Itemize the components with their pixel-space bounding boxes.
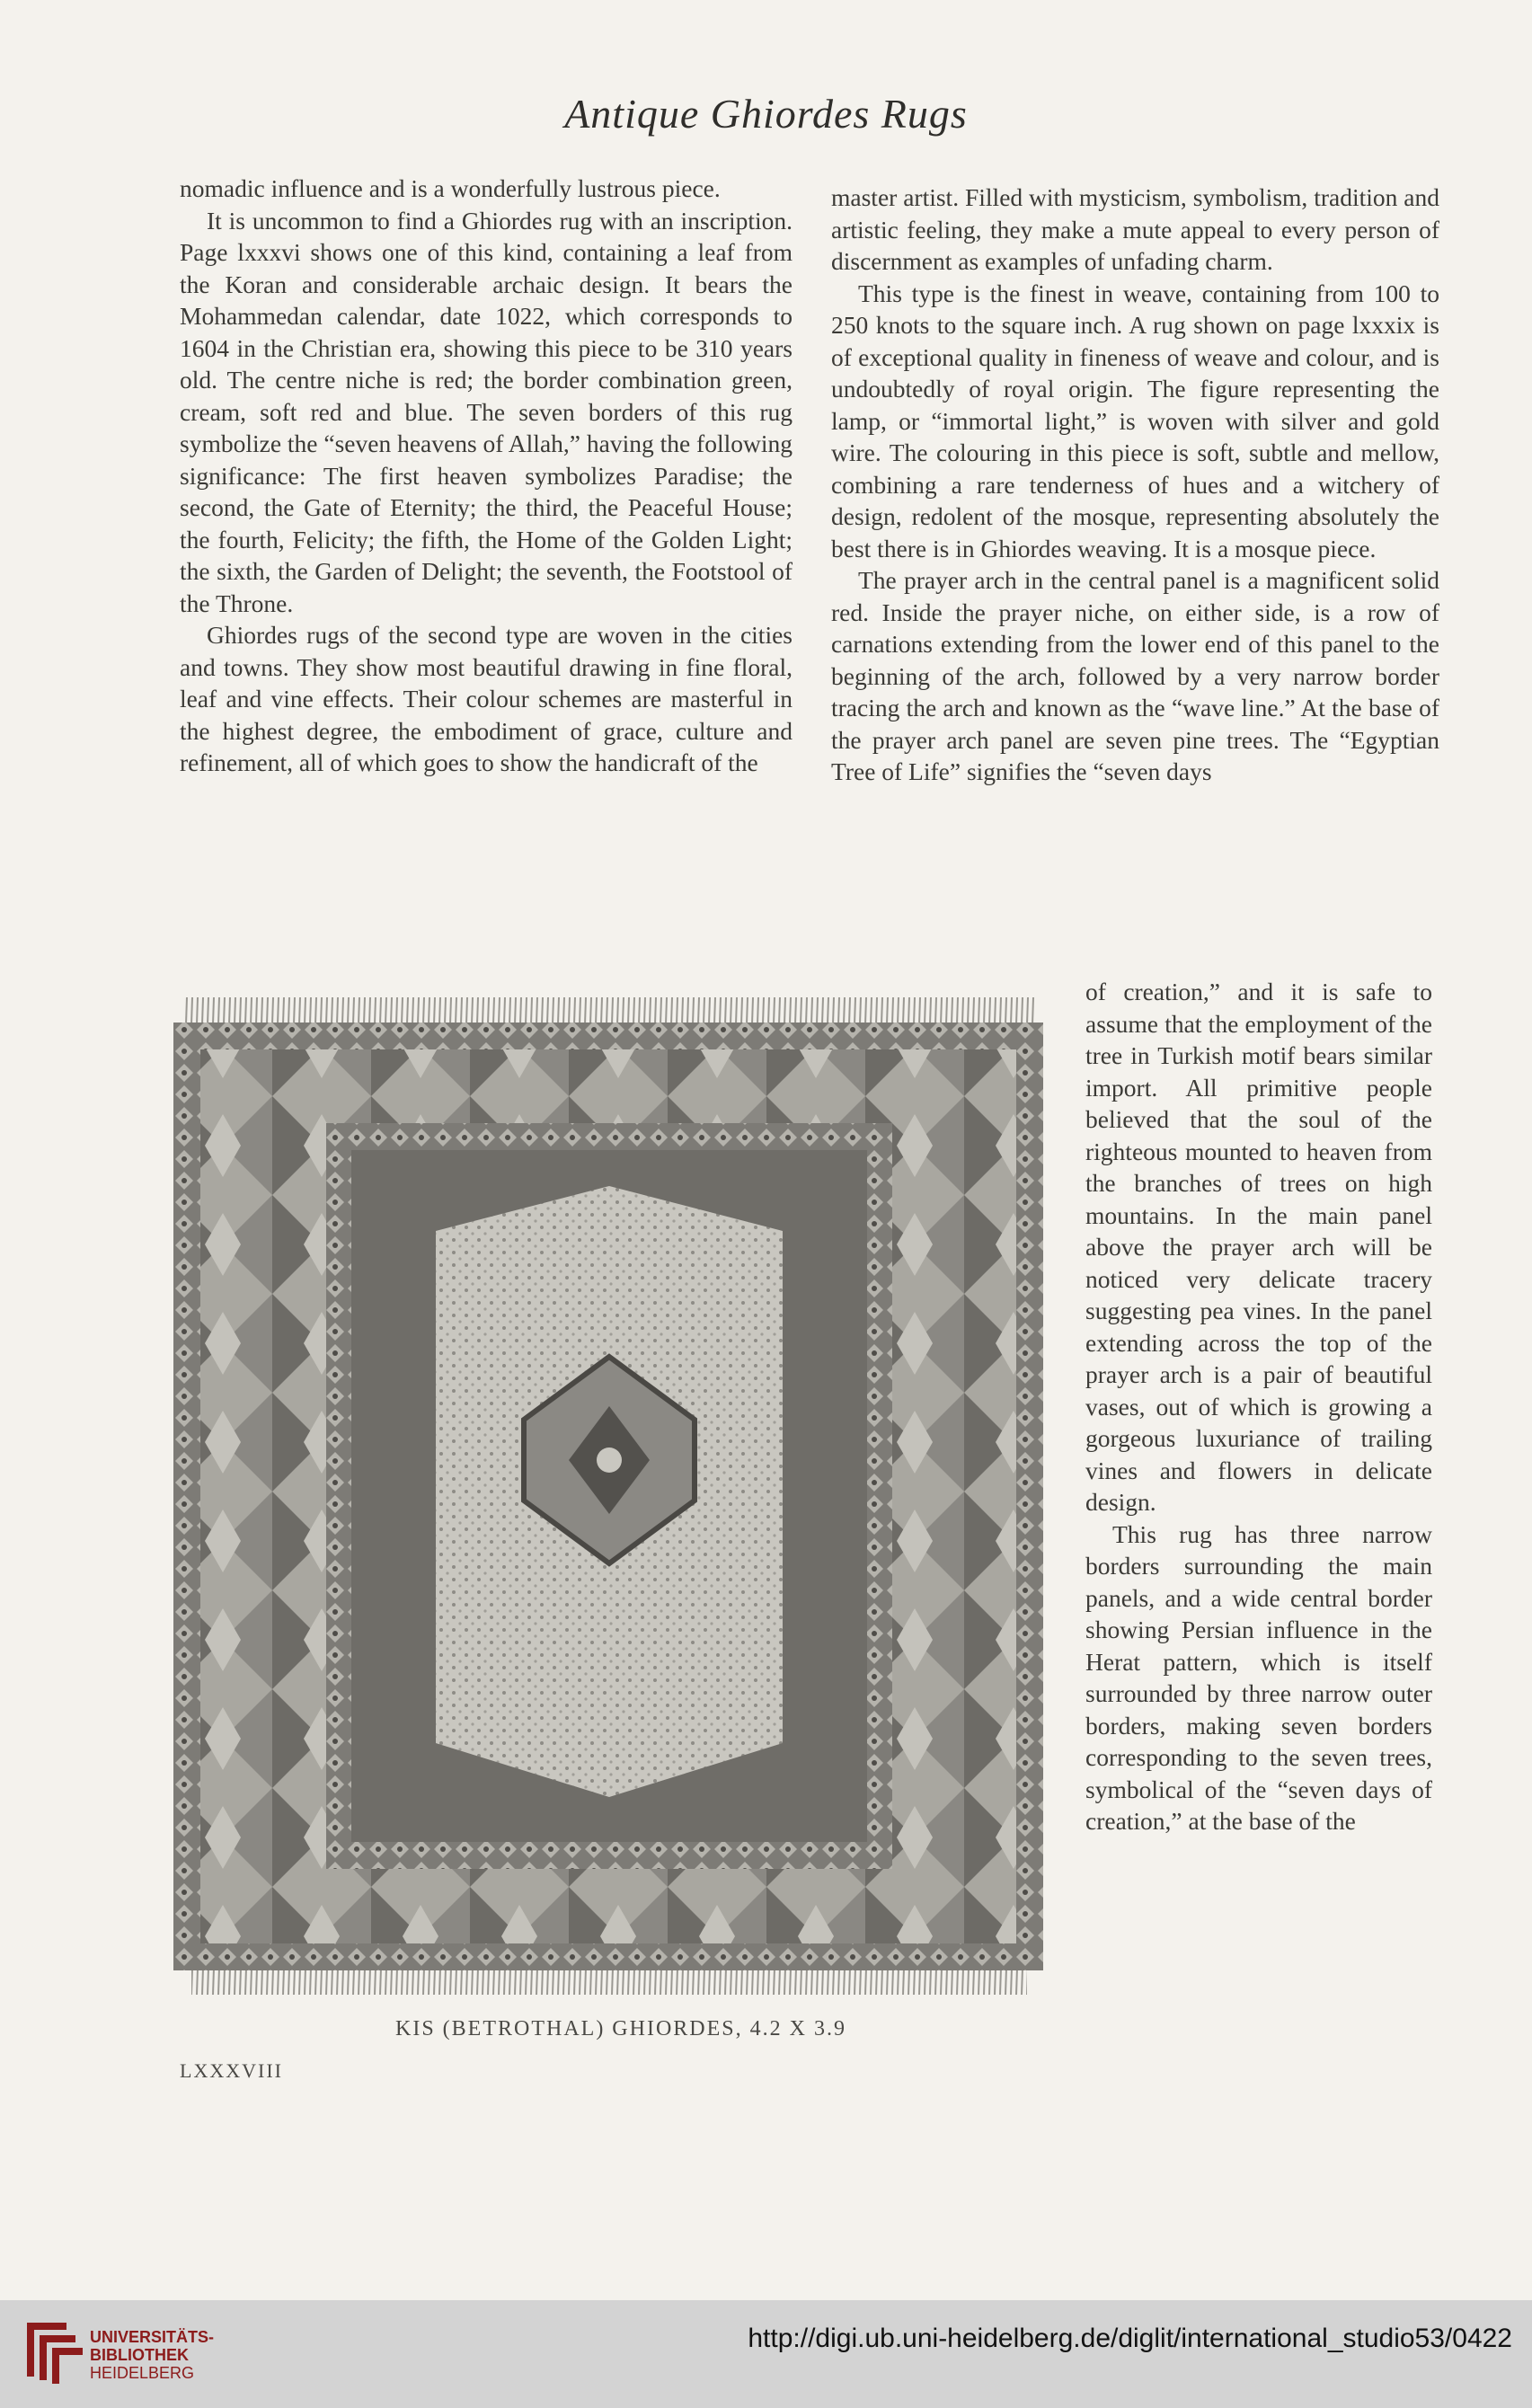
- left-text-column: [180, 173, 793, 779]
- page-number: LXXXVIII: [180, 2059, 283, 2082]
- rug-medallion-center: [597, 1447, 622, 1473]
- figure-caption: KIS (BETROTHAL) GHIORDES, 4.2 X 3.9: [395, 2017, 846, 2041]
- paragraph: The prayer arch in the central panel is a magnificent solid red. Inside the prayer niche, on either side, is a row of carnations extending from the lower end of this panel to the beginning of the arch, followed by a very narrow border tracing the arch and known as the “wave line.” At the base of the prayer arch panel are seven pine trees. The “Egyptian Tree of Life” signifies the “seven days: [831, 566, 1439, 785]
- right-text-column: [831, 181, 1439, 788]
- paragraph: of creation,” and it is safe to assume that the employment of the tree in Turkish motif bears similar import. All primitive people believed that the soul of the righteous mounted to heaven from the branches of trees on high mountains. In the main panel above the prayer arch will be noticed very delicate tracery suggesting pea vines. In the panel extending across the top of the prayer arch is a pair of beautiful vases, out of which is growing a gorgeous luxuriance of trailing vines and flowers in delicate design.: [1085, 978, 1432, 1516]
- digitization-footer: [0, 2300, 1532, 2408]
- library-logo-icon: [20, 2314, 86, 2386]
- paragraph: This rug has three narrow borders surrounding the main panels, and a wide central border showing Persian influence in the Herat pattern, which is itself surrounded by three narrow outer borders, making seven borders corresponding to the seven trees, symbolical of the “seven days of creation,” at the base of the: [1085, 1519, 1432, 1835]
- running-title: Antique Ghiordes Rugs: [564, 91, 968, 137]
- library-name-line: BIBLIOTHEK: [90, 2346, 189, 2364]
- library-name: [90, 2328, 214, 2382]
- rug-photograph: [173, 997, 1043, 1999]
- source-url-link[interactable]: http://digi.ub.uni-heidelberg.de/diglit/international_studio53/0422: [748, 2324, 1512, 2353]
- rug-top-fringe: [182, 997, 1034, 1026]
- paragraph: It is uncommon to find a Ghiordes rug with an inscription. Page lxxxvi shows one of this kind, containing a leaf from the Koran and considerable archaic design. It bears the Mohammedan calendar, date 1022, which corresponds to 1604 in the Christian era, showing this piece to be 310 years old. The centre niche is red; the border combination green, cream, soft red and blue. The seven borders of this rug symbolize the “seven heavens of Allah,” having the following significance: The first heaven symbolizes Paradise; the second, the Gate of Eternity; the third, the Peaceful House; the fourth, Felicity; the fifth, the Home of the Golden Light; the sixth, the Garden of Delight; the seventh, the Footstool of the Throne.: [180, 206, 793, 617]
- paragraph: This type is the finest in weave, containing from 100 to 250 knots to the square inch. A rug shown on page lxxxix is of exceptional quality in fineness of weave and colour, and is undoubtedly of royal origin. The figure representing the lamp, or “immortal light,” is woven with silver and gold wire. The colouring in this piece is soft, subtle and mellow, combining a rare tenderness of hues and a witchery of design, redolent of the mosque, representing absolutely the best there is in Ghiordes weaving. It is a mosque piece.: [831, 279, 1439, 562]
- paragraph: nomadic influence and is a wonderfully lustrous piece.: [180, 174, 721, 202]
- library-name-line: HEIDELBERG: [90, 2364, 195, 2382]
- paragraph: Ghiordes rugs of the second type are woven in the cities and towns. They show most beautiful drawing in fine floral, leaf and vine effects. Their colour schemes are masterful in the highest degree, the embodiment of grace, culture and refinement, all of which goes to show the handicraft of the: [180, 621, 793, 776]
- paragraph: master artist. Filled with mysticism, symbolism, tradition and artistic feeling, they make a mute appeal to every person of discernment as examples of unfading charm.: [831, 183, 1439, 275]
- library-name-line: UNIVERSITÄTS-: [90, 2328, 215, 2346]
- wrapped-text-column: [1085, 976, 1432, 1837]
